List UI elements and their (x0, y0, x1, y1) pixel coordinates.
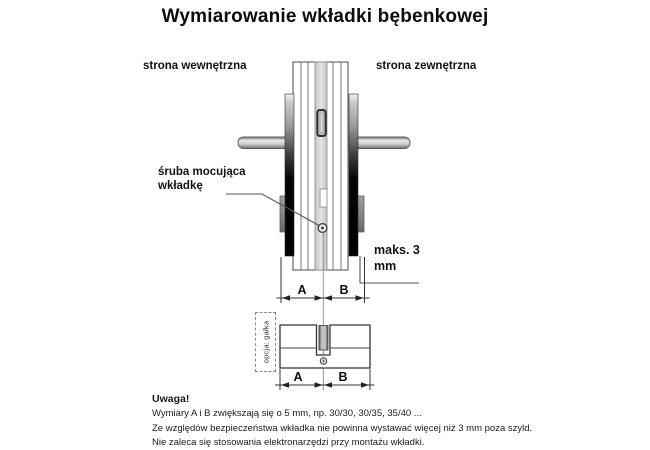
cylinder-side-view (280, 325, 370, 368)
label-outer-side: strona zewnętrzna (376, 60, 477, 72)
label-fixing-screw: śruba mocująca wkładkę (158, 166, 246, 192)
faceplate-cutout (320, 189, 327, 207)
note-line: Wymiary A i B zwiększają się o 5 mm, np. 30/30, 30/35, 35/40 ... (152, 408, 422, 419)
cylinder-channel (315, 62, 327, 270)
knob-option-box (255, 312, 276, 372)
note-heading: Uwaga! (152, 393, 190, 405)
label-max-protrusion: maks. 3 mm (374, 243, 420, 273)
dimension-b-upper: B (339, 283, 349, 297)
dimension-b-lower: B (338, 370, 348, 384)
note-line: Nie zaleca się stosowania elektronarzędzi przy montażu wkładki. (152, 437, 425, 449)
note-line: Ze względów bezpieczeństwa wkładka nie powinna wystawać więcej niż 3 mm poza szyld. (152, 422, 533, 434)
label-knob-option: opcja: gałka (261, 320, 270, 364)
page-title: Wymiarowanie wkładki bębenkowej (161, 6, 489, 27)
note-block (152, 393, 612, 450)
dimension-a-upper: A (297, 283, 307, 297)
cam (319, 326, 328, 351)
label-inner-side: strona wewnętrzna (143, 60, 247, 72)
door-cross-section (293, 62, 348, 270)
dimension-a-lower: A (293, 370, 303, 384)
